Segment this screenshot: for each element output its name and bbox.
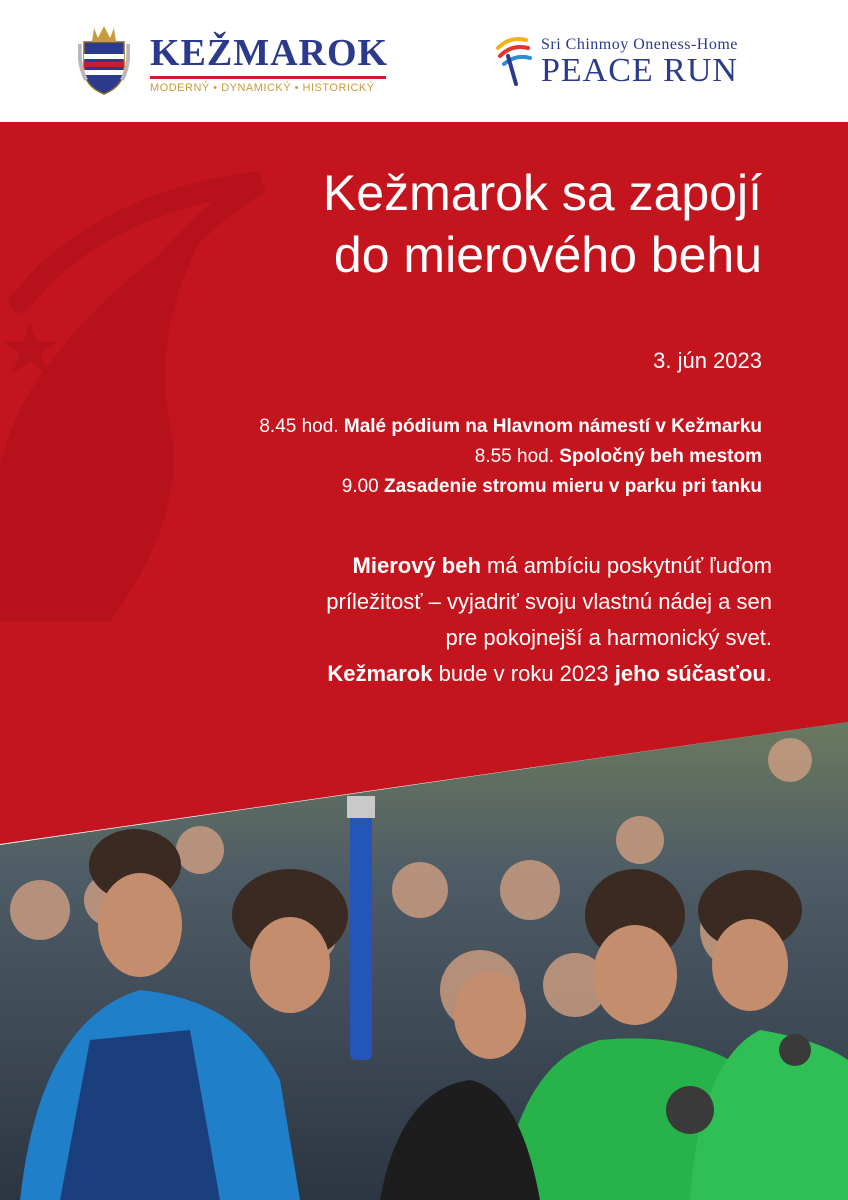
description-text: má ambíciu poskytnúť ľuďom bbox=[480, 553, 772, 578]
description-line-4 bbox=[326, 656, 772, 692]
peace-run-subtitle: Sri Chinmoy Oneness-Home bbox=[541, 36, 738, 53]
description bbox=[326, 548, 772, 692]
flame-watermark-icon bbox=[0, 162, 290, 682]
coat-of-arms-icon bbox=[78, 24, 130, 96]
description-bold: jeho súčasťou bbox=[614, 661, 766, 686]
peace-run-torch-icon bbox=[494, 32, 534, 88]
schedule-time: 9.00 bbox=[341, 476, 379, 497]
description-line-1 bbox=[326, 548, 772, 584]
description-line-2: príležitosť – vyjadriť svoju vlastnú nádej a sen bbox=[326, 589, 772, 614]
schedule-item bbox=[259, 412, 762, 442]
event-date: 3. jún 2023 bbox=[653, 348, 762, 373]
schedule-time: 8.45 hod. bbox=[259, 416, 339, 437]
schedule-activity: Spoločný beh mestom bbox=[559, 446, 762, 467]
schedule-item bbox=[259, 472, 762, 502]
schedule-activity: Zasadenie stromu mieru v parku pri tanku bbox=[384, 476, 762, 497]
description-line-3: pre pokojnejší a harmonický svet. bbox=[445, 625, 772, 650]
schedule-activity: Malé pódium na Hlavnom námestí v Kežmarku bbox=[343, 416, 762, 437]
headline-line-1: Kežmarok sa zapojí bbox=[322, 165, 762, 221]
city-tagline: MODERNÝ • DYNAMICKÝ • HISTORICKÝ bbox=[150, 82, 375, 94]
headline bbox=[323, 162, 762, 286]
description-bold: Mierový beh bbox=[352, 553, 481, 578]
description-text: bude v roku 2023 bbox=[432, 661, 615, 686]
schedule bbox=[259, 412, 762, 502]
header bbox=[0, 0, 848, 122]
headline-line-2: do mierového behu bbox=[333, 227, 762, 283]
city-name: KEŽMAROK bbox=[150, 32, 389, 74]
peace-run-title: PEACE RUN bbox=[541, 52, 738, 89]
divider bbox=[150, 76, 386, 79]
schedule-item bbox=[259, 442, 762, 472]
description-bold: Kežmarok bbox=[327, 661, 433, 686]
schedule-time: 8.55 hod. bbox=[474, 446, 555, 467]
description-text: . bbox=[765, 661, 772, 686]
